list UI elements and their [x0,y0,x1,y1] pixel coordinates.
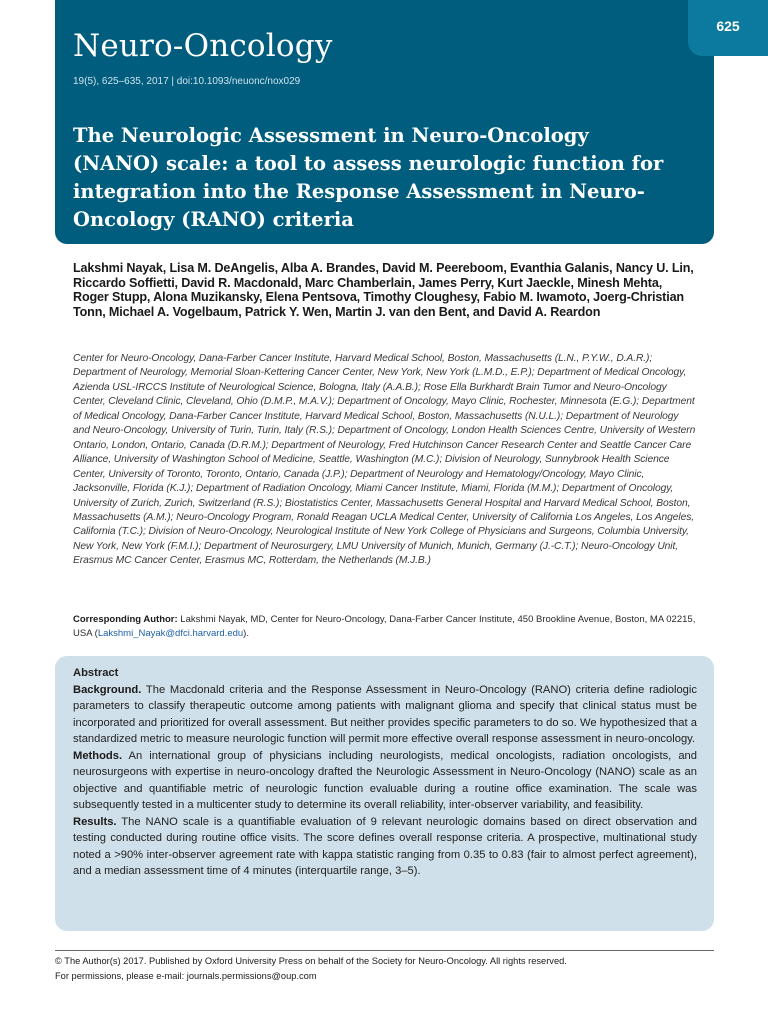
corresponding-text: Lakshmi Nayak, MD, Center for Neuro-Oncology, Dana-Farber Cancer Institute, 450 Brookline Avenue, Boston, MA 02215, USA ( [73,614,696,639]
article-title: The Neurologic Assessment in Neuro-Oncology (NANO) scale: a tool to assess neurologic function for integration into the Response Assessment in Neuro-Oncology (RANO) criteria [73,124,664,231]
results-label: Results. [73,815,117,828]
footer-divider [55,950,714,951]
abstract-box [55,656,714,931]
footer [55,954,714,983]
footer-permissions: For permissions, please e-mail: journals.permissions@oup.com [55,970,317,981]
journal-title: Neuro-Oncology [73,28,333,64]
methods-text: An international group of physicians including neurologists, medical oncologists, radiation oncologists, and neurosurgeons with expertise in neuro-oncology drafted the Neurologic Assessment in Neuro-Oncology (NANO) scale as an objective and quantifiable metric of neurologic function evaluable during a routine office examination. The scale was subsequently tested in a multicenter study to determine its overall reliability, inter-observer variability, and feasibility. [73,749,697,811]
corresponding-label: Corresponding Author: [73,614,178,625]
abstract-results [73,814,697,880]
footer-copyright: © The Author(s) 2017. Published by Oxford University Press on behalf of the Society for Neuro-Oncology. All rights reserved. [55,956,567,966]
abstract-methods [73,748,697,814]
corresponding-author [73,613,698,641]
abstract-content [73,665,697,880]
background-label: Background. [73,683,142,696]
corresponding-email-link[interactable]: Lakshmi_Nayak@dfci.harvard.edu [97,628,244,639]
affiliations: Center for Neuro-Oncology, Dana-Farber Cancer Institute, Harvard Medical School, Boston, Massachusetts (L.N., P.Y.W., D.A.R.); Department of Neurology, Memorial Sloan-Kettering Cancer Center, New York, New York (L.M.D., E.P.); Department of Medical Oncology, Azienda USL-IRCCS Institute of Neurological Science, Bologna, Italy (A.A.B.); Rose Ella Burkhardt Brain Tumor and Neuro-Oncology Center, Cleveland Clinic, Cleveland, Ohio (D.M.P., M.A.V.); Department of Oncology, Mayo Clinic, Rochester, Minnesota (E.G.); Department of Medical Oncology, Dana-Farber Cancer Institute, Harvard Medical School, Boston, Massachusetts (N.U.L.); Department of Neurology and Neuro-Oncology, University of Turin, Turin, Italy (R.S.); Department of Oncology, London Health Sciences Centre, University of Western Ontario, London, Ontario, Canada (D.R.M.); Department of Neurology, Fred Hutchinson Cancer Research Center and Seattle Cancer Care Alliance, University of Washington School of Medicine, Seattle, Washington (M.C.); Division of Neurology, Sunnybrook Health Science Center, University of Toronto, Toronto, Ontario, Canada (J.P.); Department of Neurology and Hematology/Oncology, Mayo Clinic, Jacksonville, Florida (K.J.); Department of Radiation Oncology, Miami Cancer Institute, Miami, Florida (M.M.); Department of Oncology, University of Zurich, Zurich, Switzerland (R.S.); Biostatistics Center, Massachusetts General Hospital and Harvard Medical School, Boston, Massachusetts (A.M.); Neuro-Oncology Program, Ronald Reagan UCLA Medical Center, University of California Los Angeles, Los Angeles, California (T.C.); Division of Neuro-Oncology, Neurological Institute of New York College of Physicians and Surgeons, Columbia University, New York, New York (F.M.I.); Department of Neurosurgery, LMU University of Munich, Munich, Germany (J.-C.T.); Neuro-Oncology Unit, Erasmus MC Cancer Center, Erasmus MC, Rotterdam, the Netherlands (M.J.B.) [73,353,696,567]
author-list: Lakshmi Nayak, Lisa M. DeAngelis, Alba A. Brandes, David M. Peereboom, Evanthia Galanis, Nancy U. Lin, Riccardo Soffietti, David R. Macdonald, Marc Chamberlain, James Perry, Kurt Jaeckle, Minesh Mehta, Roger Stupp, Alona Muzikansky, Elena Pentsova, Timothy Cloughesy, Fabio M. Iwamoto, Joerg-Christian Tonn, Michael A. Vogelbaum, Patrick Y. Wen, Martin J. van den Bent, and David A. Reardon [73,261,694,319]
page-number: 625 [716,18,740,34]
results-text: The NANO scale is a quantifiable evaluation of 9 relevant neurologic domains based on direct observation and testing conducted during routine office visits. The score defines overall response criteria. A prospective, multinational study noted a >90% inter-observer agreement rate with kappa statistic ranging from 0.35 to 0.83 (fair to almost perfect agreement), and a median assessment time of 4 minutes (interquartile range, 3–5). [73,815,697,877]
abstract-heading: Abstract [73,667,119,679]
citation-doi[interactable]: 19(5), 625–635, 2017 | doi:10.1093/neuonc/nox029 [73,76,301,87]
corresponding-close: ). [243,628,249,639]
page-number-tab [688,0,768,56]
abstract-background [73,682,697,748]
background-text: The Macdonald criteria and the Response Assessment in Neuro-Oncology (RANO) criteria define radiologic parameters to classify therapeutic outcome among patients with malignant glioma and specify that clinical status must be incorporated and prioritized for overall assessment. But neither provides specific parameters to do so. We hypothesized that a standardized metric to measure neurologic function will permit more effective overall response assessment in neuro-oncology. [73,683,697,745]
methods-label: Methods. [73,749,123,762]
